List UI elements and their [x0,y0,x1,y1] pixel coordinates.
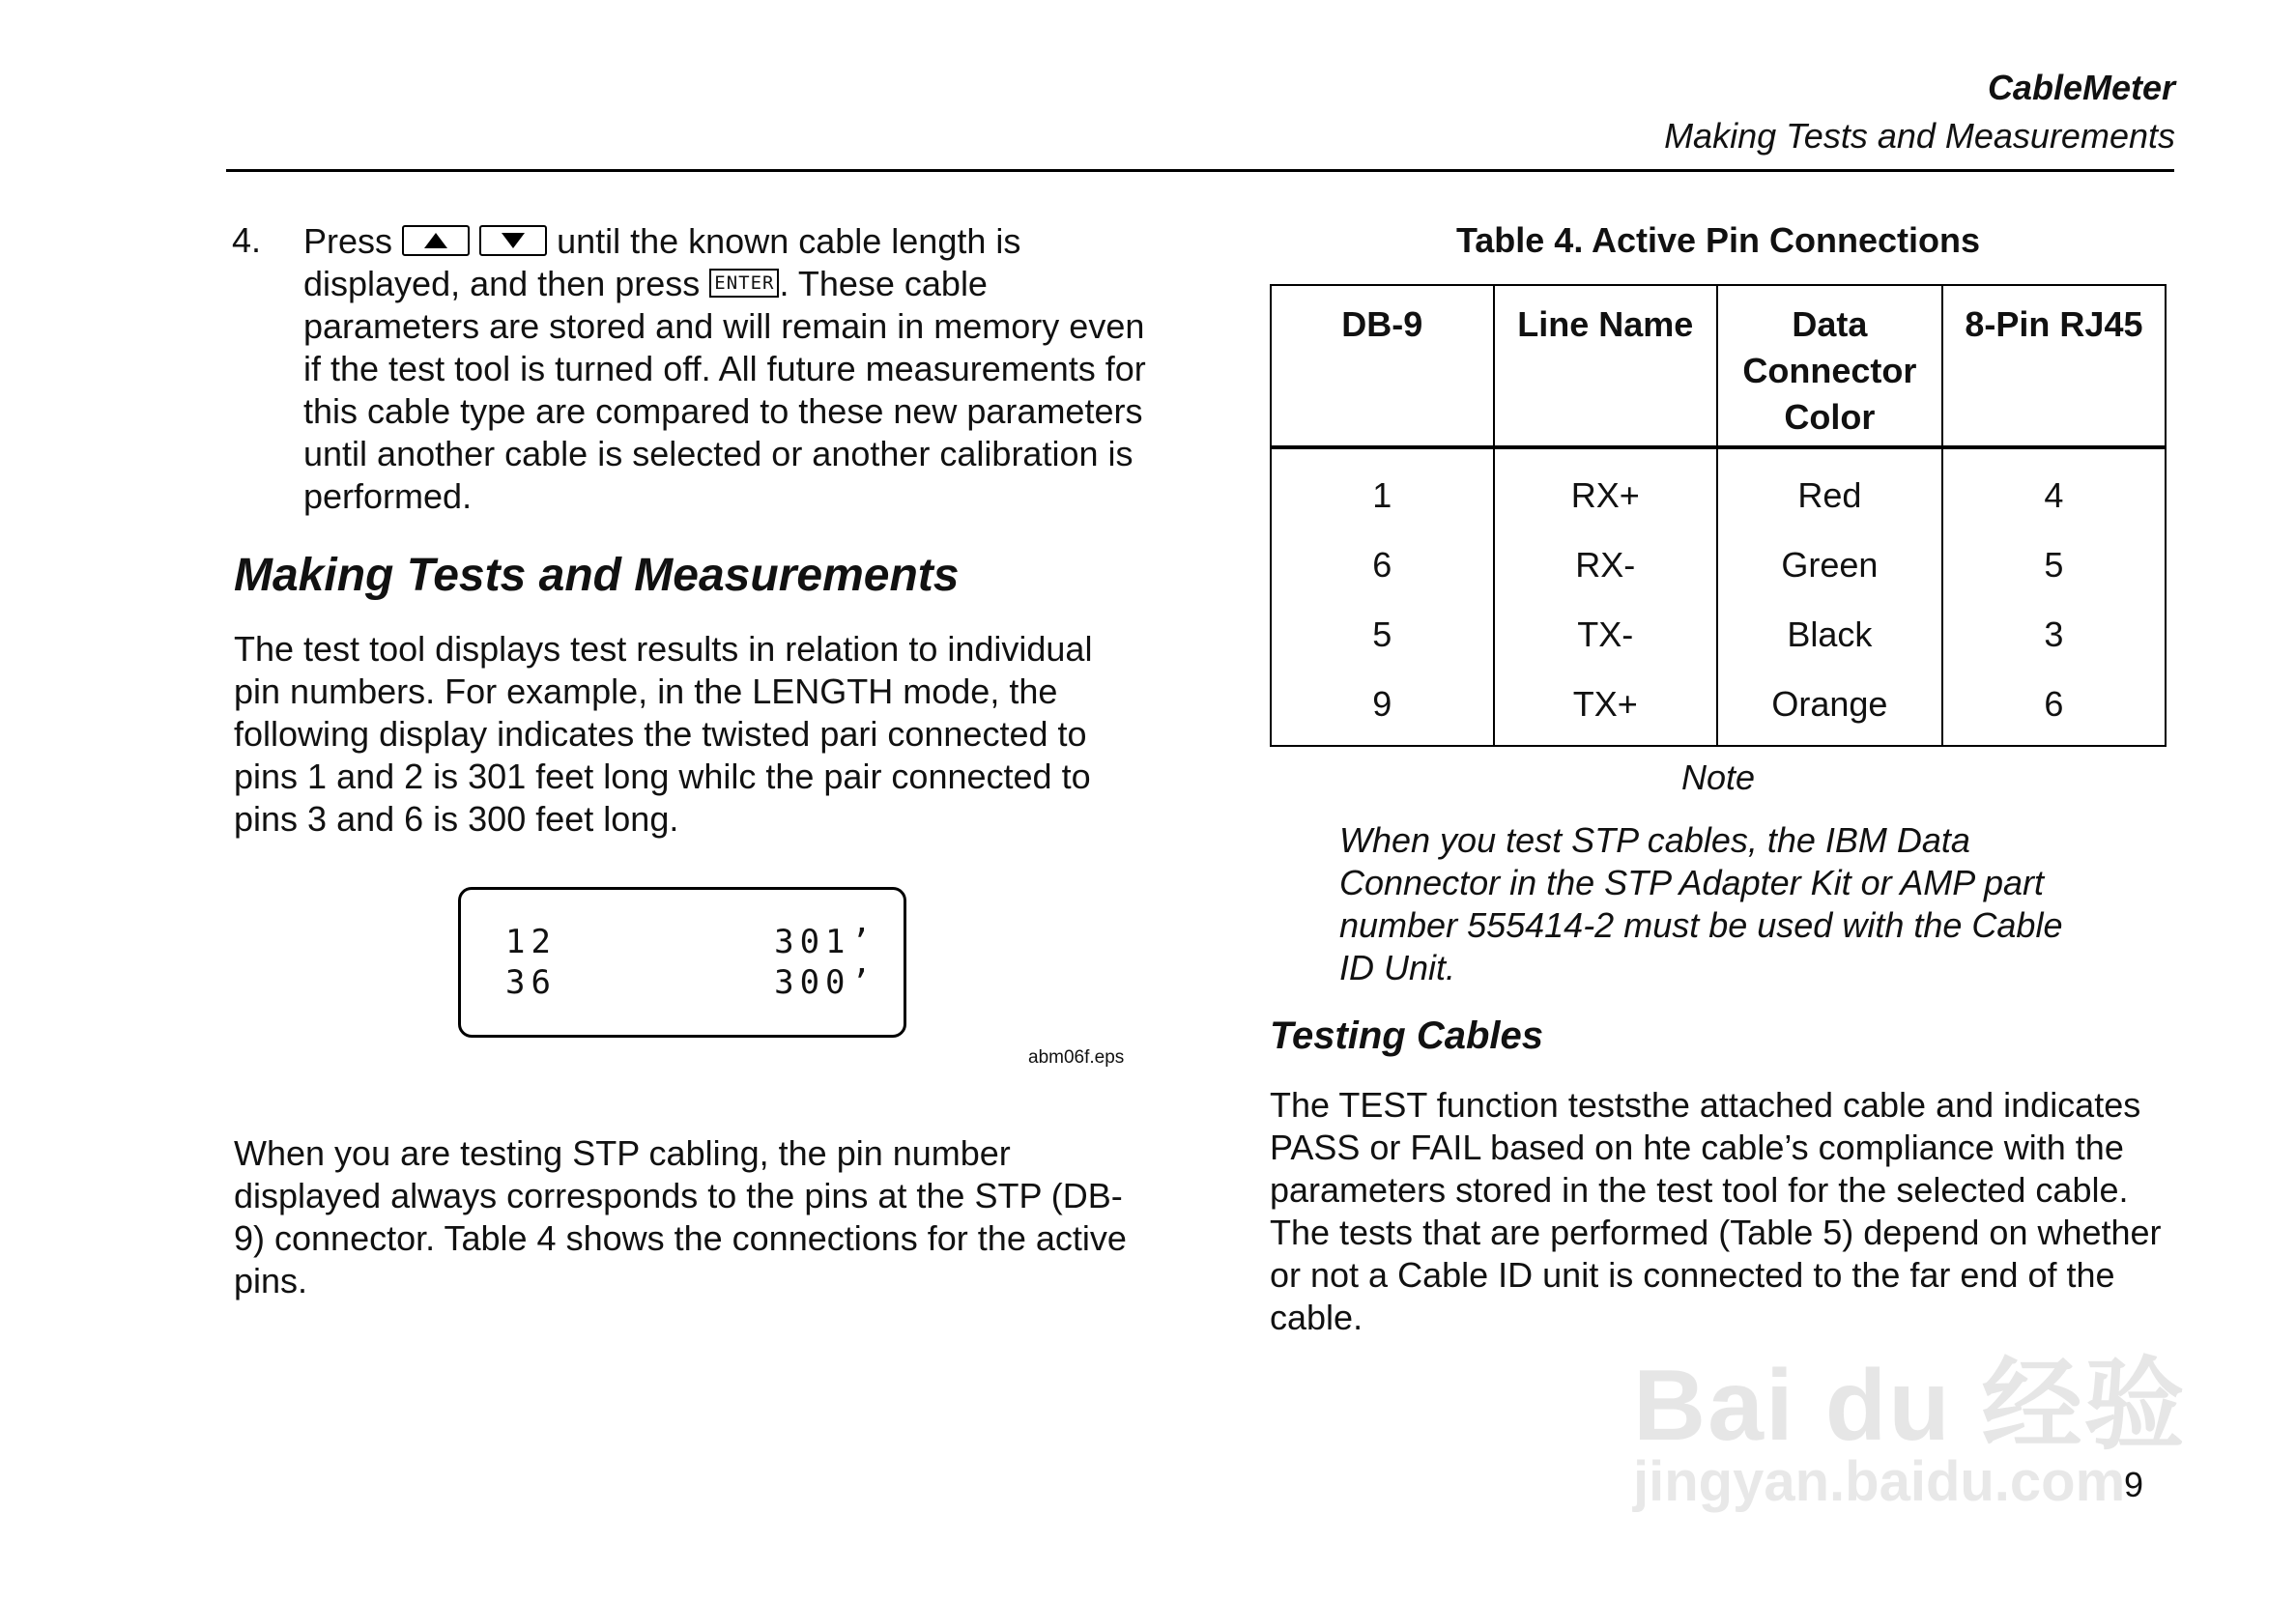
table-cell: TX- [1494,600,1717,670]
table-cell: Red [1717,447,1942,530]
running-header-subtitle: Making Tests and Measurements [1664,116,2175,156]
lcd-pins: 12 [505,923,557,961]
table-header-cell: DB-9 [1271,285,1494,447]
table-cell: 5 [1942,530,2166,600]
table-title: Table 4. Active Pin Connections [1455,220,1981,260]
table-row [1271,530,2166,600]
section-title: Making Tests and Measurements [234,550,960,601]
table-cell: 4 [1942,447,2166,530]
table-cell: 3 [1942,600,2166,670]
step-press-text: Press [303,221,393,261]
section-paragraph-2: When you are testing STP cabling, the pin number displayed always corresponds to the pins at the STP (DB-9) connector. Table 4 shows the connections for the active pins. [234,1133,1127,1300]
up-key [402,225,470,256]
table-cell: RX- [1494,530,1717,600]
table-cell: RX+ [1494,447,1717,530]
section-paragraph-1: The test tool displays test results in relation to individual pin numbers. For example, in the LENGTH mode, the following display indicates the twisted pari connected to pins 1 and 2 is 301 feet long whilc the pair connected to pins 3 and 6 is 300 feet long. [234,629,1093,839]
header-rule [226,169,2174,172]
lcd-row [505,963,876,1002]
step-4-text [303,220,1154,518]
subsection-title: Testing Cables [1270,1014,1544,1057]
table-row [1271,600,2166,670]
page-number: 9 [2124,1465,2144,1504]
note-text: When you test STP cables, the IBM Data Connector in the STP Adapter Kit or AMP part number 555414-2 must be used with the Cable ID Unit. [1339,820,2063,987]
step-rest-text: . These cable parameters are stored and will remain in memory even if the test tool is turned off. All future measurements for this cable type are compared to these new parameters until another cable is selected or another calibration is performed. [303,264,1146,516]
down-key [479,225,547,256]
table-cell: Black [1717,600,1942,670]
step-until-text: until the known cable length is displayed, and then press [303,221,1021,303]
watermark-logo: Bai du 经验 [1633,1350,2187,1462]
note-title: Note [1680,757,1756,797]
table-cell: TX+ [1494,670,1717,746]
testing-paragraph: The TEST function teststhe attached cable and indicates PASS or FAIL based on hte cable’s compliance with the parameters stored in the test tool for the selected cable. The tests that are performed (Table 5) depend on whether or not a Cable ID unit is connected to the far end of the cable. [1270,1085,2162,1337]
table-header-row [1271,285,2166,447]
table-cell: 6 [1942,670,2166,746]
table-header-cell: Line Name [1494,285,1717,447]
table-header-cell: Data Connector Color [1717,285,1942,447]
lcd-row [505,923,876,961]
table-cell: 5 [1271,600,1494,670]
step-number: 4. [232,220,262,260]
watermark-url: jingyan.baidu.com [1633,1450,2126,1513]
table-cell: 1 [1271,447,1494,530]
table-row [1271,670,2166,746]
enter-key: ENTER [709,269,779,298]
lcd-length: 301’ [774,923,876,961]
running-header-title: CableMeter [1987,68,2175,107]
lcd-pins: 36 [505,963,557,1002]
lcd-length: 300’ [774,963,876,1002]
table-cell: 9 [1271,670,1494,746]
figure-caption: abm06f.eps [1028,1047,1125,1068]
table-cell: Orange [1717,670,1942,746]
up-arrow-icon [423,232,448,249]
lcd-display [458,887,906,1038]
down-arrow-icon [501,232,526,249]
table-row [1271,447,2166,530]
table-cell: 6 [1271,530,1494,600]
table-header-cell: 8-Pin RJ45 [1942,285,2166,447]
table-cell: Green [1717,530,1942,600]
pin-connections-table [1270,284,2167,747]
